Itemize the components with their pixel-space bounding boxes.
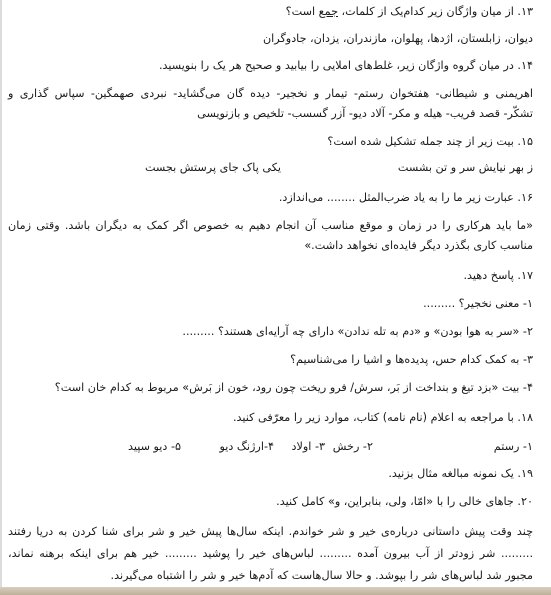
question-16: ۱۶. عبارت زیر ما را به یاد ضرب‌المثل ........ می‌اندازد.: [278, 191, 533, 204]
q18-item-rakhsh: ۲- رخش: [332, 440, 373, 453]
question-17-item-4: ۴- بیت «بزد تیغ و بنداخت از بَر، سرش/ فرو ریخت چون رود، خون از بَرش» مربوط به کدام خان است؟: [54, 381, 533, 394]
page-edge: [0, 0, 2, 595]
q18-item-rostam: ۱- رستم: [493, 440, 533, 453]
verse-hemistich-2: یکی پاک جای پرستش بجست: [144, 161, 281, 174]
question-17-item-3: ۳- به کمک کدام حس، پدیده‌ها و اشیا را می‌شناسیم؟: [290, 353, 533, 366]
verse-hemistich-1: ز بهر نیایش سر و تن بشست: [397, 161, 533, 174]
underlined-word: جمع: [318, 5, 338, 18]
question-17-item-2: ۲- «سر به هوا بودن» و «دم به تله ندادن» دارای چه آرایه‌ای هستند؟ .........: [182, 325, 533, 338]
question-16-quote-2: مناسب کاری بگذرد دیگر فایده‌ای نخواهد داشت.»: [304, 239, 533, 252]
page-bottom-edge: [0, 587, 551, 595]
question-20-line-1: چند وقت پیش داستانی درباره‌ی خیر و شر خواندم. اینکه سال‌ها پیش خیر و شر برای شنا کردن به دریا رفتند: [8, 525, 533, 538]
question-17-item-1: ۱- معنی نخجیر؟ .........: [423, 297, 533, 310]
question-19: ۱۹. یک نمونه مبالغه مثال بزنید.: [388, 467, 533, 480]
question-17: ۱۷. پاسخ دهید.: [463, 269, 533, 282]
q18-item-arzhang: ۴-ارژنگ دیو: [219, 440, 274, 453]
question-13: ۱۳. از میان واژگان زیر کدام‌یک از کلمات، جمع است؟: [285, 5, 533, 18]
q18-item-olad: ۳- اولاد: [291, 440, 325, 453]
question-15: ۱۵. بیت زیر از چند جمله تشکیل شده است؟: [327, 135, 533, 148]
q18-item-div-sepid: ۵- دیو سپید: [127, 440, 181, 453]
question-13-options: دیوان، زابلستان، اژدها، پهلوان، مازندران، یزدان، جادوگران: [262, 32, 533, 45]
question-20-line-2: ......... شر زودتر از آب بیرون آمده ......... لباس‌های خیر را پوشید ......... خیر هم برای اینکه برهنه نماند،: [8, 547, 533, 560]
question-20-line-3: مجبور شد لباس‌های شر را بپوشد. و حالا سال‌هاست که آدم‌ها خیر و شر را اشتباه می‌گیرند.: [110, 569, 533, 582]
question-14: ۱۴. در میان گروه واژگان زیر، غلط‌های املایی را بیابید و صحیح هر یک را بنویسید.: [158, 59, 533, 72]
question-16-quote-1: «ما باید هرکاری را در زمان و موقع مناسب آن انجام دهیم به خصوص اگر کمک به دیگران باشد. وقتی زمان: [8, 219, 533, 232]
question-14-line-2: تشکّر- قصد فریب- هیله و مکر- آلاد دیو- آزر گسسب- تلخیص و بازنویسی: [197, 107, 533, 120]
question-20: ۲۰. جاهای خالی را با «امّا، ولی، بنابراین، و» کامل کنید.: [276, 495, 533, 508]
question-18: ۱۸. با مراجعه به اعلام (نام نامه) کتاب، موارد زیر را معرّفی کنید.: [232, 411, 533, 424]
question-14-line-1: اهریمنی و شیطانی- هفتخوان رستم- تیمار و نخجیر- دیده گان می‌گشاید- نبردی صهمگین- سپاس گذاری و: [8, 87, 533, 100]
